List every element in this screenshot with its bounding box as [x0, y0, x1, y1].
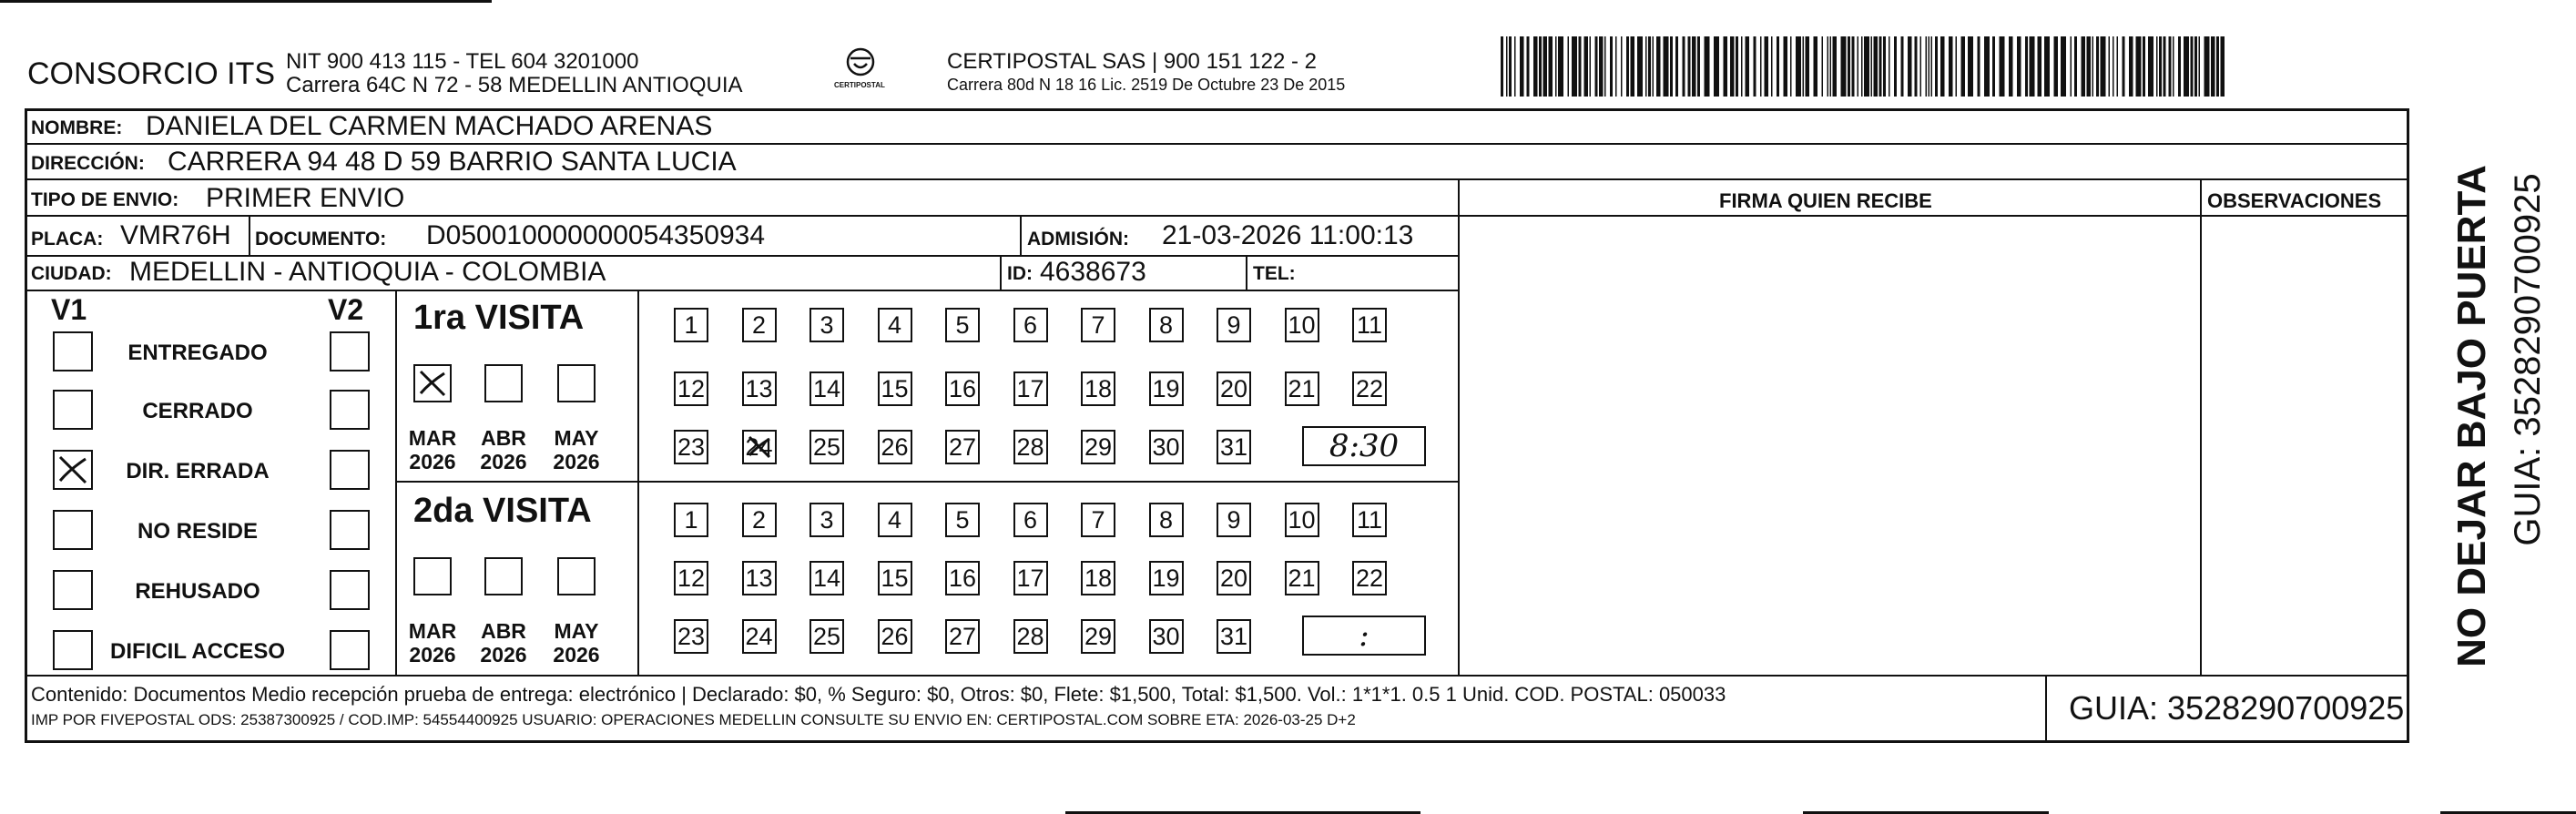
barcode-bar: [2038, 36, 2042, 97]
barcode-bar: [2109, 36, 2111, 97]
year-label: 2026: [480, 643, 527, 666]
barcode-bar: [1527, 36, 1530, 97]
day-box[interactable]: 11: [1352, 503, 1387, 537]
barcode-bar: [1949, 36, 1953, 97]
placa-value: VMR76H: [120, 220, 231, 250]
barcode-bar: [1506, 36, 1508, 97]
barcode-bar: [2101, 36, 2106, 97]
day-box[interactable]: 17: [1013, 371, 1048, 406]
barcode-bar: [1626, 36, 1629, 97]
day-box[interactable]: 13: [742, 561, 777, 595]
day-box[interactable]: 3: [809, 308, 844, 342]
barcode-bar: [1543, 36, 1548, 97]
v2-checkbox[interactable]: [330, 630, 370, 670]
barcode: [1501, 36, 2226, 97]
certipostal-line2: Carrera 80d N 18 16 Lic. 2519 De Octubre 23 De 2015: [947, 76, 1346, 94]
barcode-bar: [1871, 36, 1873, 97]
barcode-bar: [1848, 36, 1850, 97]
barcode-bar: [1675, 36, 1678, 97]
barcode-bar: [1754, 36, 1756, 97]
row-line-5: [25, 290, 1458, 291]
month-checkbox[interactable]: [413, 364, 452, 402]
day-box[interactable]: 4: [878, 308, 912, 342]
barcode-bar: [1645, 36, 1647, 97]
day-box[interactable]: 7: [1081, 308, 1115, 342]
status-label: NO RESIDE: [137, 519, 259, 544]
company-nit-tel: NIT 900 413 115 - TEL 604 3201000: [286, 49, 639, 74]
barcode-bar: [1935, 36, 1938, 97]
day-box[interactable]: 19: [1149, 371, 1184, 406]
month-label: MAY: [554, 619, 599, 643]
barcode-bar: [1874, 36, 1879, 97]
day-box[interactable]: 23: [674, 430, 708, 464]
barcode-bar: [2173, 36, 2174, 97]
day-box[interactable]: 14: [809, 371, 844, 406]
month-checkbox[interactable]: [413, 557, 452, 595]
direccion-value: CARRERA 94 48 D 59 BARRIO SANTA LUCIA: [168, 147, 737, 177]
nombre-value: DANIELA DEL CARMEN MACHADO ARENAS: [146, 111, 713, 141]
barcode-bar: [2199, 36, 2201, 97]
day-box[interactable]: 15: [878, 371, 912, 406]
barcode-bar: [2044, 36, 2050, 97]
day-box[interactable]: 25: [809, 430, 844, 464]
day-box[interactable]: 28: [1013, 619, 1048, 654]
company-address: Carrera 64C N 72 - 58 MEDELLIN ANTIOQUIA: [286, 73, 743, 97]
barcode-bar: [1978, 36, 1980, 97]
barcode-bar: [1590, 36, 1592, 97]
barcode-bar: [1572, 36, 1577, 97]
day-box[interactable]: 22: [1352, 561, 1387, 595]
day-box[interactable]: 19: [1149, 561, 1184, 595]
documento-label: DOCUMENTO:: [255, 229, 387, 249]
barcode-bar: [2194, 36, 2197, 97]
barcode-bar: [1992, 36, 1995, 97]
barcode-bar: [2025, 36, 2028, 97]
barcode-bar: [1724, 36, 1728, 97]
observaciones-header: OBSERVACIONES: [2207, 189, 2382, 212]
day-box[interactable]: 10: [1285, 308, 1319, 342]
company-name: CONSORCIO ITS: [27, 56, 276, 91]
day-box[interactable]: 5: [945, 308, 980, 342]
tipo-envio-value: PRIMER ENVIO: [206, 183, 405, 213]
admision-value: 21-03-2026 11:00:13: [1162, 220, 1414, 250]
day-box[interactable]: 21: [1285, 561, 1319, 595]
month-label: MAY: [554, 426, 599, 450]
second-visit-title: 2da VISITA: [413, 492, 592, 530]
barcode-bar: [1604, 36, 1606, 97]
year-label: 2026: [553, 450, 600, 473]
day-box[interactable]: 12: [674, 371, 708, 406]
barcode-bar: [1796, 36, 1801, 97]
barcode-bar: [1501, 36, 1503, 97]
barcode-bar: [2009, 36, 2013, 97]
top-edge-line: [0, 0, 492, 3]
footer-content-line: Contenido: Documentos Medio recepción prueba de entrega: electrónico | Declarado: $0, % Seguro: $0, Otros: $0, Flete: $1,500, Total: $1,500. Vol.: 1*1*1. 0.5 1 Unid. COD. POSTAL: 050033: [31, 683, 1726, 706]
barcode-bar: [1984, 36, 1990, 97]
day-box[interactable]: 24: [742, 619, 777, 654]
documento-value: D050010000000054350934: [426, 220, 766, 250]
month-checkbox[interactable]: [557, 557, 596, 595]
barcode-bar: [1656, 36, 1661, 97]
v2-checkbox[interactable]: [330, 331, 370, 371]
barcode-bar: [1558, 36, 1563, 97]
day-box[interactable]: 21: [1285, 371, 1319, 406]
side-warning: NO DEJAR BAJO PUERTA: [2449, 165, 2494, 667]
day-box[interactable]: 20: [1217, 561, 1251, 595]
ciudad-label: CIUDAD:: [31, 263, 112, 284]
year-label: 2026: [409, 450, 456, 473]
barcode-bar: [1610, 36, 1613, 97]
v2-header: V2: [328, 293, 364, 326]
barcode-bar: [1584, 36, 1589, 97]
barcode-bar: [2204, 36, 2210, 97]
barcode-bar: [2054, 36, 2059, 97]
barcode-bar: [1568, 36, 1570, 97]
firma-header: FIRMA QUIEN RECIBE: [1719, 189, 1932, 212]
barcode-bar: [2211, 36, 2215, 97]
day-box[interactable]: 8: [1149, 503, 1184, 537]
day-box[interactable]: 11: [1352, 308, 1387, 342]
check-mark-icon: [415, 366, 450, 401]
barcode-bar: [1806, 36, 1810, 97]
month-label: MAR: [408, 619, 457, 643]
barcode-bar: [1879, 36, 1882, 97]
day-box[interactable]: 9: [1217, 308, 1251, 342]
status-label: DIFICIL ACCESO: [109, 639, 285, 664]
day-box[interactable]: 26: [878, 619, 912, 654]
day-box[interactable]: 14: [809, 561, 844, 595]
day-box[interactable]: 18: [1081, 371, 1115, 406]
barcode-bar: [1760, 36, 1762, 97]
barcode-bar: [1615, 36, 1617, 97]
day-box[interactable]: 23: [674, 619, 708, 654]
day-box[interactable]: 29: [1081, 430, 1115, 464]
barcode-bar: [2156, 36, 2158, 97]
year-label: 2026: [553, 643, 600, 666]
barcode-bar: [1697, 36, 1700, 97]
first-visit-title: 1ra VISITA: [413, 299, 585, 337]
certipostal-line1: CERTIPOSTAL SAS | 900 151 122 - 2: [947, 49, 1317, 74]
time-box[interactable]: 8:30: [1302, 426, 1426, 466]
barcode-bar: [1929, 36, 1930, 97]
col-firma-left: [1458, 178, 1460, 676]
month-label: ABR: [481, 426, 526, 450]
barcode-bar: [1790, 36, 1792, 97]
day-box[interactable]: 13: [742, 371, 777, 406]
barcode-bar: [2143, 36, 2145, 97]
barcode-bar: [2184, 36, 2189, 97]
barcode-bar: [1683, 36, 1685, 97]
barcode-bar: [2087, 36, 2092, 97]
barcode-bar: [2216, 36, 2219, 97]
barcode-bar: [2159, 36, 2162, 97]
day-box[interactable]: 27: [945, 619, 980, 654]
admision-label: ADMISIÓN:: [1027, 229, 1129, 249]
barcode-bar: [1637, 36, 1643, 97]
day-box[interactable]: 2: [742, 308, 777, 342]
barcode-bar: [2117, 36, 2119, 97]
barcode-bar: [1883, 36, 1886, 97]
day-box[interactable]: 5: [945, 503, 980, 537]
v2-checkbox[interactable]: [330, 510, 370, 550]
barcode-bar: [2074, 36, 2077, 97]
barcode-bar: [1705, 36, 1710, 97]
footer-guia: GUIA: 3528290700925: [2069, 689, 2405, 727]
time-box[interactable]: :: [1302, 616, 1426, 656]
barcode-bar: [1746, 36, 1750, 97]
barcode-bar: [1741, 36, 1743, 97]
barcode-bar: [1765, 36, 1769, 97]
check-mark-icon: [744, 432, 775, 463]
footer-top-line: [25, 675, 2409, 677]
status-label: DIR. ERRADA: [126, 459, 270, 483]
barcode-bar: [2082, 36, 2086, 97]
barcode-bar: [1549, 36, 1553, 97]
footer-guia-sep: [2045, 677, 2047, 740]
row-line-2: [25, 178, 2409, 180]
barcode-bar: [1852, 36, 1855, 97]
barcode-bar: [2191, 36, 2194, 97]
barcode-bar: [1736, 36, 1738, 97]
day-box[interactable]: 9: [1217, 503, 1251, 537]
barcode-bar: [2000, 36, 2005, 97]
visit-separator: [395, 481, 1458, 483]
barcode-bar: [2092, 36, 2094, 97]
day-box[interactable]: 6: [1013, 308, 1048, 342]
barcode-bar: [1889, 36, 1890, 97]
footer-imp-line: IMP POR FIVEPOSTAL ODS: 25387300925 / COD.IMP: 54554400925 USUARIO: OPERACIONES MEDELLIN CONSULTE SU ENVIO EN: CERTIPOSTAL.COM SOBRE ETA: 2026-03-25 D+2: [31, 711, 1356, 728]
barcode-bar: [1961, 36, 1966, 97]
col-admision-sep: [1020, 217, 1022, 255]
barcode-bar: [1858, 36, 1859, 97]
barcode-bar: [1968, 36, 1973, 97]
day-box[interactable]: 18: [1081, 561, 1115, 595]
status-label: ENTREGADO: [127, 341, 268, 365]
barcode-bar: [1931, 36, 1933, 97]
barcode-bar: [2096, 36, 2099, 97]
barcode-bar: [1631, 36, 1635, 97]
frame-right: [2407, 108, 2409, 743]
tel-label: TEL:: [1253, 263, 1296, 284]
barcode-bar: [1908, 36, 1912, 97]
barcode-bar: [1688, 36, 1691, 97]
barcode-bar: [1599, 36, 1604, 97]
barcode-bar: [1539, 36, 1542, 97]
frame-bottom: [25, 740, 2409, 743]
barcode-bar: [1595, 36, 1598, 97]
day-box[interactable]: 1: [674, 308, 708, 342]
nombre-label: NOMBRE:: [31, 117, 123, 138]
barcode-bar: [1926, 36, 1928, 97]
day-box[interactable]: 2: [742, 503, 777, 537]
barcode-bar: [1520, 36, 1524, 97]
month-checkbox[interactable]: [484, 364, 523, 402]
barcode-bar: [1894, 36, 1897, 97]
id-value: 4638673: [1040, 257, 1146, 287]
barcode-bar: [1915, 36, 1918, 97]
v2-checkbox[interactable]: [330, 570, 370, 610]
side-guia: GUIA: 3528290700925: [2508, 173, 2548, 546]
year-label: 2026: [480, 450, 527, 473]
day-box[interactable]: 29: [1081, 619, 1115, 654]
barcode-bar: [1509, 36, 1512, 97]
day-box[interactable]: 30: [1149, 619, 1184, 654]
barcode-bar: [1822, 36, 1824, 97]
month-label: MAR: [408, 426, 457, 450]
day-box[interactable]: 31: [1217, 619, 1251, 654]
barcode-bar: [1692, 36, 1696, 97]
direccion-label: DIRECCIÓN:: [31, 153, 145, 174]
day-box[interactable]: 25: [809, 619, 844, 654]
day-box[interactable]: 6: [1013, 503, 1048, 537]
col-status-sep: [395, 291, 397, 675]
barcode-bar: [1714, 36, 1719, 97]
tipo-envio-label: TIPO DE ENVIO:: [31, 189, 179, 210]
day-box[interactable]: 8: [1149, 308, 1184, 342]
col-days-sep: [637, 291, 639, 675]
certipostal-logo: [829, 46, 892, 100]
day-box[interactable]: 22: [1352, 371, 1387, 406]
day-box[interactable]: 16: [945, 561, 980, 595]
barcode-bar: [2071, 36, 2072, 97]
barcode-bar: [1828, 36, 1829, 97]
certipostal-logo-icon: [829, 46, 892, 100]
day-box[interactable]: 31: [1217, 430, 1251, 464]
barcode-bar: [1664, 36, 1669, 97]
day-box[interactable]: 15: [878, 561, 912, 595]
day-box[interactable]: 3: [809, 503, 844, 537]
barcode-bar: [1771, 36, 1773, 97]
barcode-bar: [1864, 36, 1869, 97]
day-box[interactable]: 17: [1013, 561, 1048, 595]
month-checkbox[interactable]: [484, 557, 523, 595]
month-label: ABR: [481, 619, 526, 643]
barcode-bar: [1579, 36, 1582, 97]
day-box[interactable]: 26: [878, 430, 912, 464]
status-label: CERRADO: [142, 399, 253, 423]
row-line-3: [25, 215, 1458, 217]
barcode-bar: [1861, 36, 1863, 97]
barcode-bar: [1841, 36, 1847, 97]
barcode-bar: [1514, 36, 1516, 97]
barcode-bar: [2030, 36, 2035, 97]
barcode-bar: [1920, 36, 1922, 97]
barcode-bar: [1648, 36, 1651, 97]
barcode-bar: [1940, 36, 1945, 97]
v1-header: V1: [51, 293, 87, 326]
barcode-bar: [2169, 36, 2172, 97]
barcode-bar: [1670, 36, 1673, 97]
barcode-bar: [1830, 36, 1832, 97]
row-line-3b: [1458, 215, 2409, 217]
v2-checkbox[interactable]: [330, 450, 370, 490]
day-box[interactable]: 4: [878, 503, 912, 537]
id-label: ID:: [1007, 263, 1033, 284]
month-checkbox[interactable]: [557, 364, 596, 402]
barcode-bar: [1901, 36, 1904, 97]
barcode-bar: [1555, 36, 1557, 97]
barcode-bar: [1621, 36, 1623, 97]
barcode-bar: [1814, 36, 1818, 97]
ciudad-value: MEDELLIN - ANTIOQUIA - COLOMBIA: [129, 257, 606, 287]
v2-checkbox[interactable]: [330, 390, 370, 430]
col-id-sep: [1000, 257, 1002, 290]
day-box[interactable]: 7: [1081, 503, 1115, 537]
day-box[interactable]: 27: [945, 430, 980, 464]
barcode-bar: [2164, 36, 2166, 97]
barcode-bar: [2148, 36, 2153, 97]
barcode-bar: [1730, 36, 1735, 97]
status-label: REHUSADO: [135, 579, 260, 604]
barcode-bar: [1833, 36, 1838, 97]
day-box[interactable]: 20: [1217, 371, 1251, 406]
certipostal-logo-text: CERTIPOSTAL: [834, 81, 885, 89]
barcode-bar: [1803, 36, 1805, 97]
day-box[interactable]: 24: [742, 430, 777, 464]
day-box[interactable]: 16: [945, 371, 980, 406]
day-box[interactable]: 10: [1285, 503, 1319, 537]
col-obs-left: [2200, 178, 2202, 676]
day-box[interactable]: 12: [674, 561, 708, 595]
day-box[interactable]: 28: [1013, 430, 1048, 464]
placa-label: PLACA:: [31, 229, 104, 249]
barcode-bar: [1777, 36, 1779, 97]
col-placa-sep: [249, 217, 250, 255]
barcode-bar: [2113, 36, 2114, 97]
barcode-bar: [2136, 36, 2142, 97]
barcode-bar: [2017, 36, 2021, 97]
barcode-bar: [2129, 36, 2133, 97]
barcode-bar: [2178, 36, 2181, 97]
row-line-1: [25, 143, 2409, 145]
barcode-bar: [1784, 36, 1788, 97]
barcode-bar: [2061, 36, 2066, 97]
barcode-bar: [2221, 36, 2225, 97]
barcode-bar: [2123, 36, 2125, 97]
col-tel-sep: [1246, 257, 1247, 290]
day-box[interactable]: 30: [1149, 430, 1184, 464]
day-box[interactable]: 1: [674, 503, 708, 537]
barcode-bar: [1653, 36, 1655, 97]
year-label: 2026: [409, 643, 456, 666]
barcode-bar: [1533, 36, 1538, 97]
barcode-bar: [1956, 36, 1958, 97]
